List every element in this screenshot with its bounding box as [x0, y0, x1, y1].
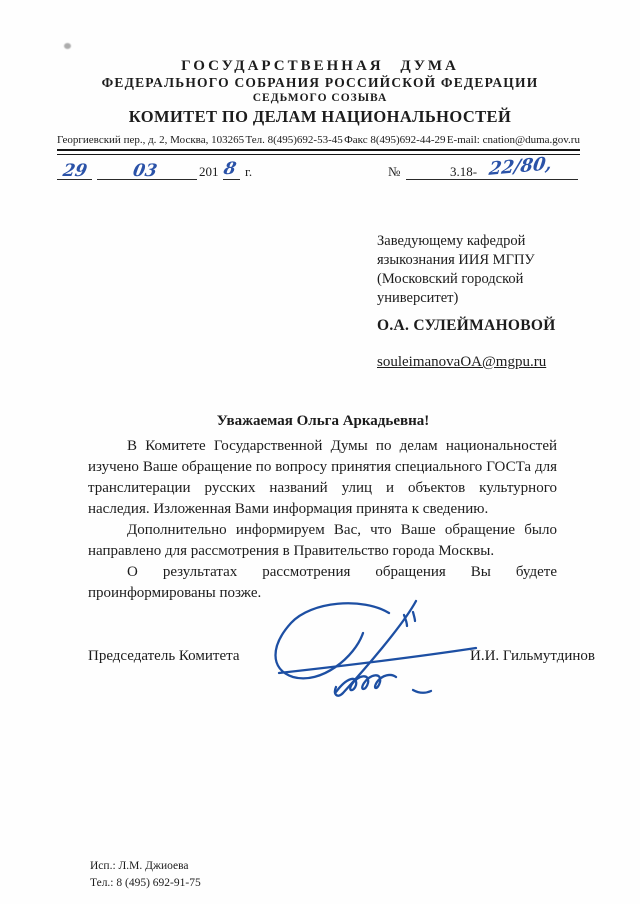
org-name-line3: СЕДЬМОГО СОЗЫВА — [252, 92, 388, 104]
recipient-line4: университет) — [377, 290, 459, 306]
org-name-line1: ГОСУДАРСТВЕННАЯ ДУМА — [181, 58, 459, 74]
number-handwritten: 22/80, — [487, 153, 554, 180]
body-paragraph-3: О результатах рассмотрения обращения Вы будете проинформированы позже. — [88, 564, 557, 601]
letterhead-email: E-mail: cnation@duma.gov.ru — [446, 134, 580, 146]
date-day-handwritten: 29 — [61, 161, 89, 181]
date-month-handwritten: 03 — [131, 161, 159, 181]
recipient-line1: Заведующему кафедрой — [377, 233, 526, 249]
date-year-suffix: г. — [245, 164, 253, 179]
recipient-line3: (Московский городской — [377, 271, 524, 287]
letterhead-divider-rule — [57, 149, 580, 155]
letterhead-phone: Тел. 8(495)692-53-45 — [245, 134, 343, 146]
committee-title: КОМИТЕТ ПО ДЕЛАМ НАЦИОНАЛЬНОСТЕЙ — [128, 107, 512, 126]
number-sign-label: № — [388, 164, 401, 179]
letterhead-address: Георгиевский пер., д. 2, Москва, 103265 — [57, 134, 245, 146]
body-paragraph-1: В Комитете Государственной Думы по делам национальностей изучено Ваше обращение по вопросу принятия специального ГОСТа для транслитерации русских названий улиц и объектов культурного наследия. Изложенная Вами информация принята к сведению. — [88, 438, 557, 517]
recipient-name: О.А. СУЛЕЙМАНОВОЙ — [377, 317, 556, 334]
number-printed-prefix: 3.18- — [450, 164, 478, 179]
body-paragraph-2: Дополнительно информируем Вас, что Ваше обращение было направлено для рассмотрения в Правительство города Москвы. — [88, 522, 557, 559]
handwritten-signature — [263, 593, 478, 703]
letterhead-fax: Факс 8(495)692-44-29 — [344, 134, 446, 146]
letterhead-contact-row — [57, 134, 580, 146]
recipient-line2: языкознания ИИЯ МГПУ — [377, 252, 535, 268]
signer-name: И.И. Гильмутдинов — [470, 648, 595, 664]
salutation: Уважаемая Ольга Аркадьевна! — [216, 413, 430, 429]
executor-phone: Тел.: 8 (495) 692-91-75 — [90, 877, 201, 889]
executor-line: Исп.: Л.М. Джиоева — [90, 860, 189, 872]
recipient-email: souleimanovaOA@mgpu.ru — [377, 354, 547, 370]
date-year-printed: 201 — [199, 164, 219, 179]
signer-title: Председатель Комитета — [88, 648, 240, 664]
letter-body — [88, 436, 557, 604]
date-year-handwritten: 8 — [221, 159, 238, 179]
recipient-block — [377, 232, 607, 308]
scan-speck-artifact — [64, 43, 71, 49]
org-name-line2: ФЕДЕРАЛЬНОГО СОБРАНИЯ РОССИЙСКОЙ ФЕДЕРАЦИИ — [101, 75, 539, 90]
